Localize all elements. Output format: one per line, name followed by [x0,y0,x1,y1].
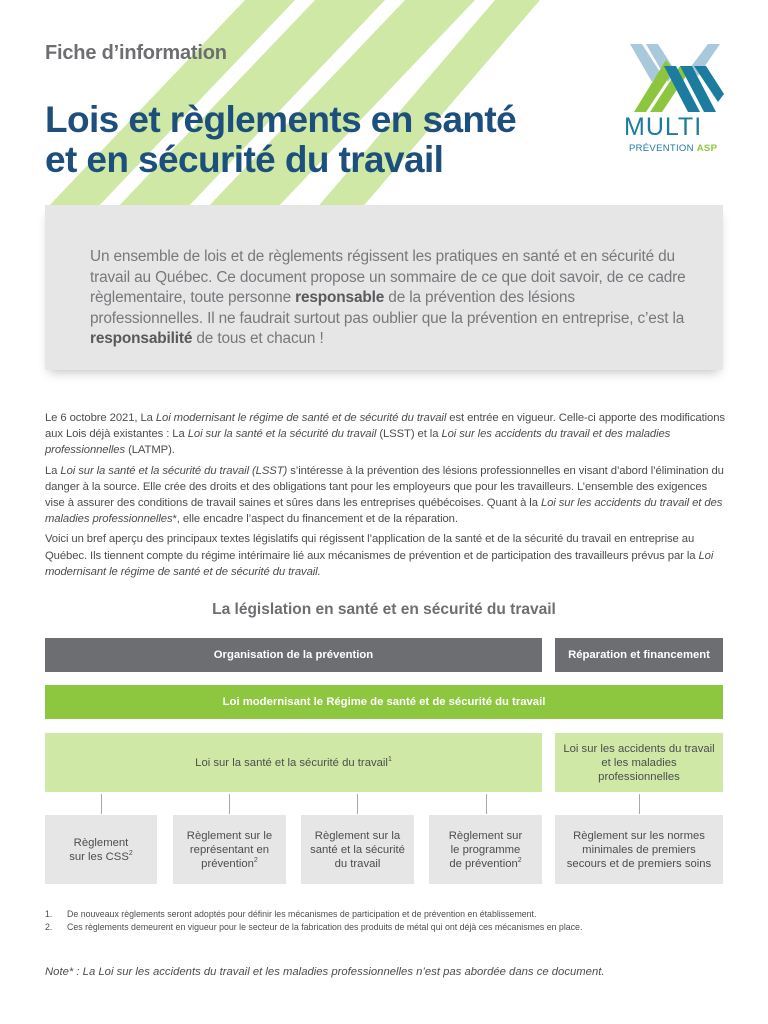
intro-text-2: de la prévention des lésions professionnelles. Il ne faudrait surtout pas oublier que la prévention en entreprise, c’est la [90,289,685,327]
org-prevention-label: Organisation de la prévention [213,649,374,661]
p3-text: Voici un bref aperçu des principaux textes législatifs qui régissent l’application de la santé et de la sécurité du travail en entreprise au Québec. Ils tiennent compte du régime intérimaire lié aux mécanismes de prévention et de participation des travailleurs prévus par la [45,533,699,562]
logo-mark-icon [624,44,730,114]
reglement-representant-footnote-ref: 2 [253,856,258,864]
footnote-text: Ces règlements demeurent en vigueur pour le secteur de la fabrication des produits de métal qui ont déjà ces mécanismes en place. [67,921,583,932]
connector-line [101,794,102,814]
loi-modernisant-bar [45,685,723,719]
footnote-number: 2. [45,921,53,932]
logo-subtitle-accent: ASP [696,143,718,154]
lsst-footnote-ref: 1 [387,755,392,763]
note-text: Note* : La Loi sur les accidents du travail et les maladies professionnelles n’est pas abordée dans ce document. [45,966,605,978]
p2-text: s’intéresse à la prévention des lésions professionnelles en visant d’abord l’élimination du danger à la source. Elle crée des droits et des obligations tant pour les employeurs que pour les travailleurs. L’ensemble des exigences vise à assurer des conditions de travail saines et sûres dans les entreprises québécoises. Quant à la [45,464,724,510]
reglement-programme-footnote-ref: 2 [517,856,522,864]
connector-line [639,794,640,814]
reparation-label: Réparation et financement [568,649,710,661]
title-line-1: Lois et règlements en santé [45,99,517,140]
p1-text: (LATMP). [125,444,175,457]
latmp-label: Loi sur les accidents du travail et les maladies professionnelles [563,742,715,783]
logo-wordmark: MULTI [624,113,703,141]
p3-law-title: Loi modernisant le régime de santé et de sécurité du travail. [45,549,714,578]
logo-subtitle-text: PRÉVENTION [629,143,694,154]
body-text [45,410,725,584]
lsst-box [45,733,542,792]
reglement-premiers-soins-box [555,815,723,884]
p2-law-title: Loi sur les accidents du travail et des maladies professionnelles [45,497,723,526]
intro-panel [45,205,723,370]
intro-bold-responsable: responsable [295,289,385,306]
reglement-representant-text: Règlement sur le représentant en prévention [186,829,273,870]
reparation-header [555,638,723,672]
p1-text: est entrée en vigueur. Celle-ci apporte des modifications aux Lois déjà existantes : La [45,412,725,441]
reglement-css-text: Règlement sur les CSS [69,836,129,863]
lsst-text: Loi sur la santé et la sécurité du travail [195,756,388,769]
title-line-2: et en sécurité du travail [45,139,444,180]
logo-subtitle [629,143,735,154]
reglement-css-box [45,815,157,884]
p2-law-title: Loi sur la santé et la sécurité du travail (LSST) [60,464,288,477]
lsst-label [195,756,392,770]
reglement-css-label [67,836,135,864]
p1-law-title: Loi modernisant le régime de santé et de sécurité du travail [155,412,447,424]
intro-text-3: de tous et chacun ! [192,330,324,347]
footnotes [45,908,735,933]
page-title [45,100,516,180]
reglement-css-footnote-ref: 2 [128,849,133,857]
p2-text: La [45,464,61,477]
reglement-sst-label: Règlement sur la santé et la sécurité du travail [310,829,405,870]
loi-modernisant-label: Loi modernisant le Régime de santé et de sécurité du travail [222,696,546,708]
org-prevention-header [45,638,542,672]
reglement-representant-label [183,829,276,871]
p1-text: Le 6 octobre 2021, La [45,412,156,424]
connector-line [357,794,358,814]
intro-text-1: Un ensemble de lois et de règlements régissent les pratiques en santé et en sécurité du travail au Québec. Ce document propose un sommaire de ce que doit savoir, de ce cadre règlementaire, toute personne [90,248,686,306]
reglement-programme-text: Règlement sur le programme de prévention [448,829,523,870]
intro-bold-responsabilite: responsabilité [90,330,193,347]
intro-text [90,247,690,350]
body-paragraph-1 [45,410,725,459]
footnote-text: De nouveaux règlements seront adoptés pour définir les mécanismes de participation et de prévention en établissement. [67,909,537,919]
reglement-representant-box [173,815,286,884]
footnote-item [45,921,735,934]
document-kicker: Fiche d’information [45,42,227,64]
diagram-title: La législation en santé et en sécurité du travail [212,601,556,618]
multi-prevention-logo [624,44,730,162]
connector-line [229,794,230,814]
footnote-number: 1. [45,909,53,919]
p1-law-title: Loi sur les accidents du travail et des maladies professionnelles [45,428,671,457]
p2-text: *, elle encadre l’aspect du financement et de la réparation. [172,513,458,526]
p1-law-title: Loi sur la santé et la sécurité du travail [187,428,377,441]
reglement-sst-box [301,815,414,884]
body-paragraph-3 [45,531,725,580]
reglement-programme-label [445,829,526,871]
latmp-box [555,733,723,792]
connector-line [486,794,487,814]
body-paragraph-2 [45,463,725,528]
footnote-item [45,908,735,921]
p1-text: (LSST) et la [376,428,442,441]
reglement-premiers-soins-label: Règlement sur les normes minimales de premiers secours et de premiers soins [566,829,712,870]
reglement-programme-box [429,815,542,884]
